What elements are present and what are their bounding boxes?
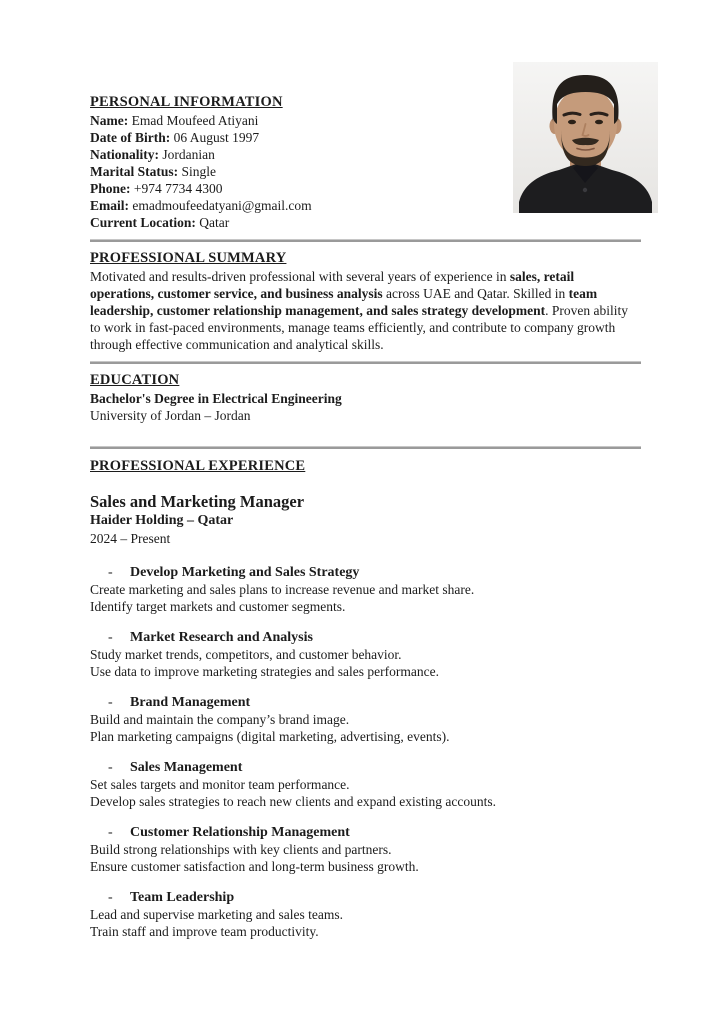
- duty-title-row: [90, 759, 641, 776]
- personal-info-row: [90, 112, 641, 129]
- summary-paragraph: [90, 268, 641, 353]
- professional-summary-heading: PROFESSIONAL SUMMARY: [90, 250, 287, 266]
- duty-line: Study market trends, competitors, and customer behavior.: [90, 647, 402, 662]
- personal-information-fields: [90, 112, 641, 231]
- duty-block: [90, 889, 641, 940]
- duty-title-row: [90, 564, 641, 581]
- summary-text: across UAE and Qatar. Skilled in: [382, 286, 569, 301]
- duty-line: Build strong relationships with key clients and partners.: [90, 842, 392, 857]
- duty-line: Use data to improve marketing strategies and sales performance.: [90, 664, 439, 679]
- job-header: [90, 491, 641, 547]
- summary-text: Motivated and results-driven professional with several years of experience in: [90, 269, 510, 284]
- professional-experience-heading: PROFESSIONAL EXPERIENCE: [90, 458, 306, 474]
- section-divider: [90, 239, 641, 242]
- field-label: Name:: [90, 113, 132, 128]
- duty-line: Ensure customer satisfaction and long-term business growth.: [90, 859, 419, 874]
- duty-block: [90, 694, 641, 745]
- section-divider: [90, 446, 641, 449]
- duty-block: [90, 759, 641, 810]
- field-value: +974 7734 4300: [133, 181, 223, 196]
- bullet-dash: -: [108, 825, 113, 840]
- bullet-dash: -: [108, 760, 113, 775]
- bullet-dash: -: [108, 630, 113, 645]
- field-label: Date of Birth:: [90, 130, 174, 145]
- duty-block: [90, 824, 641, 875]
- personal-information-heading: PERSONAL INFORMATION: [90, 94, 283, 110]
- duty-title-row: [90, 694, 641, 711]
- personal-info-row: [90, 129, 641, 146]
- field-label: Email:: [90, 198, 133, 213]
- section-professional-experience: [90, 457, 641, 940]
- duty-line: Train staff and improve team productivity.: [90, 924, 319, 939]
- field-value: Single: [181, 164, 217, 179]
- field-value: Emad Moufeed Atiyani: [131, 113, 259, 128]
- duty-line: Set sales targets and monitor team performance.: [90, 777, 350, 792]
- personal-info-row: [90, 214, 641, 231]
- field-value: Jordanian: [162, 147, 215, 162]
- duty-title-row: [90, 889, 641, 906]
- personal-info-row: [90, 146, 641, 163]
- bullet-dash: -: [108, 890, 113, 905]
- duty-title-row: [90, 824, 641, 841]
- duty-title: Sales Management: [130, 760, 243, 775]
- duty-line: Build and maintain the company’s brand image.: [90, 712, 350, 727]
- field-value: Qatar: [199, 215, 230, 230]
- duty-title: Develop Marketing and Sales Strategy: [130, 565, 360, 580]
- duty-line: Create marketing and sales plans to increase revenue and market share.: [90, 582, 475, 597]
- section-education: [90, 371, 641, 438]
- education-heading: EDUCATION: [90, 372, 180, 388]
- bullet-dash: -: [108, 695, 113, 710]
- duty-title: Brand Management: [130, 695, 251, 710]
- job-title: Sales and Marketing Manager: [90, 492, 305, 511]
- personal-info-row: [90, 180, 641, 197]
- duty-title: Market Research and Analysis: [130, 630, 313, 645]
- duty-title-row: [90, 629, 641, 646]
- personal-info-row: [90, 163, 641, 180]
- duty-line: Identify target markets and customer segments.: [90, 599, 346, 614]
- job-company: Haider Holding – Qatar: [90, 513, 234, 528]
- summary-text-bold: sales, retail operations, customer service, and business analysis: [90, 269, 575, 301]
- personal-info-row: [90, 197, 641, 214]
- education-institution: University of Jordan – Jordan: [90, 408, 251, 423]
- education-degree: Bachelor's Degree in Electrical Engineering: [90, 391, 342, 406]
- section-personal-information: [90, 93, 641, 231]
- duty-title: Team Leadership: [130, 890, 235, 905]
- duty-title: Customer Relationship Management: [130, 825, 350, 840]
- duties-list: [90, 564, 641, 940]
- duty-line: Lead and supervise marketing and sales teams.: [90, 907, 344, 922]
- field-label: Phone:: [90, 181, 134, 196]
- section-divider: [90, 361, 641, 364]
- duty-block: [90, 564, 641, 615]
- field-label: Marital Status:: [90, 164, 182, 179]
- duty-line: Develop sales strategies to reach new clients and expand existing accounts.: [90, 794, 496, 809]
- field-label: Current Location:: [90, 215, 200, 230]
- section-professional-summary: [90, 249, 641, 353]
- field-value: emadmoufeedatyani@gmail.com: [132, 198, 312, 213]
- duty-block: [90, 629, 641, 680]
- duty-line: Plan marketing campaigns (digital marketing, advertising, events).: [90, 729, 450, 744]
- summary-text-bold: team leadership, customer relationship management, and sales strategy development: [90, 286, 598, 318]
- field-label: Nationality:: [90, 147, 163, 162]
- job-period: 2024 – Present: [90, 531, 171, 546]
- bullet-dash: -: [108, 565, 113, 580]
- summary-text: . Proven ability to work in fast-paced environments, manage teams efficiently, and contribute to company growth through effective communication and analytical skills.: [90, 303, 628, 352]
- field-value: 06 August 1997: [173, 130, 260, 145]
